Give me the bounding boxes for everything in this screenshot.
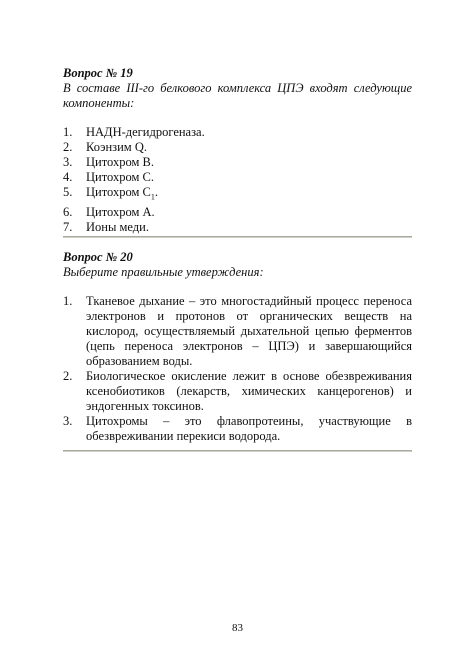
- answer-item: 1. Тканевое дыхание – это многостадийный процесс переноса электронов и протонов от органических веществ на кислород, осуществляемый дыхательной цепью ферментов (цепь переноса электронов – ЦПЭ) и завершающийся образованием воды.: [63, 294, 412, 368]
- answer-item: 7. Ионы меди.: [63, 219, 149, 234]
- question-19-prompt: В составе III-го белкового комплекса ЦПЭ входят следующие компоненты:: [63, 81, 412, 110]
- answer-item: 3. Цитохром B.: [63, 155, 154, 169]
- question-19: [63, 66, 412, 235]
- question-20-answers: [63, 294, 412, 444]
- page-number: 83: [232, 622, 243, 634]
- answer-item: 1. НАДН-дегидрогеназа.: [63, 125, 205, 139]
- question-20: [63, 250, 412, 444]
- question-19-answers: [63, 125, 412, 235]
- answer-item: 3. Цитохромы – это флавопротеины, участвующие в обезвреживании перекиси водорода.: [63, 414, 412, 443]
- answer-item: 2. Биологическое окисление лежит в основе обезвреживания ксенобиотиков (лекарств, химических канцерогенов) и эндогенных токсинов.: [63, 369, 412, 413]
- question-19-title: Вопрос № 19: [63, 66, 133, 80]
- answer-item: 6. Цитохром A.: [63, 204, 155, 219]
- question-20-title: Вопрос № 20: [63, 250, 133, 264]
- answer-item: 5. Цитохром $C_1$.: [63, 185, 158, 202]
- question-20-prompt: Выберите правильные утверждения:: [63, 265, 264, 279]
- section-divider: [63, 450, 412, 452]
- answer-item: 2. Коэнзим Q.: [63, 140, 147, 154]
- answer-item: 4. Цитохром C.: [63, 170, 154, 184]
- section-divider: [63, 236, 412, 238]
